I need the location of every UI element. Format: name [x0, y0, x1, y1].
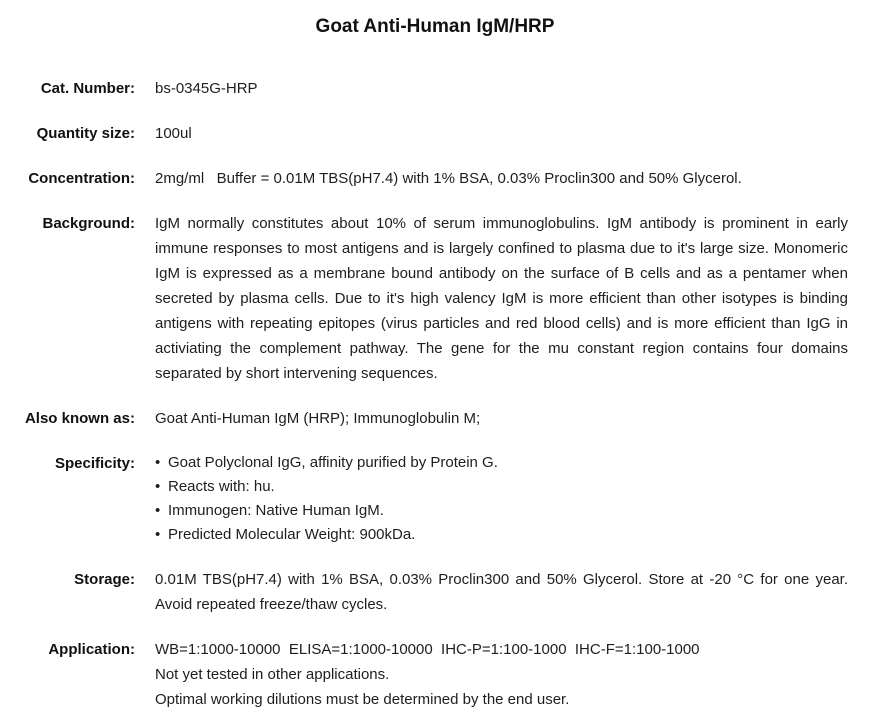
specificity-bullet-item: • Immunogen: Native Human IgM. — [155, 499, 848, 523]
storage-value: 0.01M TBS(pH7.4) with 1% BSA, 0.03% Proclin300 and 50% Glycerol. Store at -20 °C for one year. Avoid repeated freeze/thaw cycles. — [155, 571, 848, 613]
background-label: Background: — [42, 215, 135, 232]
concentration-value: 2mg/ml Buffer = 0.01M TBS(pH7.4) with 1% BSA, 0.03% Proclin300 and 50% Glycerol. — [155, 170, 742, 187]
also-known-as-label: Also known as: — [24, 410, 135, 427]
application-label: Application: — [48, 641, 135, 658]
specificity-bullet-list — [155, 451, 848, 547]
field-row-concentration — [0, 166, 848, 191]
page-title: Goat Anti-Human IgM/HRP — [315, 16, 555, 37]
specificity-bullet-item: • Predicted Molecular Weight: 900kDa. — [155, 523, 848, 547]
field-row-quantity-size — [0, 121, 848, 146]
field-row-storage — [0, 567, 848, 617]
specificity-label: Specificity: — [54, 455, 135, 472]
application-note-line: Not yet tested in other applications. — [155, 666, 390, 683]
application-dilutions-line: WB=1:1000-10000 ELISA=1:1000-10000 IHC-P=1:100-1000 IHC-F=1:100-1000 — [155, 641, 700, 658]
specificity-bullet-item: • Reacts with: hu. — [155, 475, 848, 499]
also-known-as-value: Goat Anti-Human IgM (HRP); Immunoglobulin M; — [155, 410, 481, 427]
background-value: IgM normally constitutes about 10% of serum immunoglobulins. IgM antibody is prominent in early immune responses to most antigens and is largely confined to plasma due to it's large size. Monomeric IgM is expressed as a membrane bound antibody on the surface of B cells and as a pentamer when secreted by plasma cells. Due to it's high valency IgM is more efficient than other isotypes is binding antigens with repeating epitopes (virus particles and red blood cells) and is more efficient than IgG in activiating the complement pathway. The gene for the mu constant region contains four domains separated by short intervening sequences. — [155, 215, 848, 382]
specificity-bullet-item: • Goat Polyclonal IgG, affinity purified by Protein G. — [155, 451, 848, 475]
datasheet-content — [0, 38, 870, 712]
cat-number-label: Cat. Number: — [40, 80, 135, 97]
quantity-size-label: Quantity size: — [36, 125, 135, 142]
field-row-also-known-as — [0, 406, 848, 431]
application-disclaimer-line: Optimal working dilutions must be determined by the end user. — [155, 691, 570, 708]
cat-number-value: bs-0345G-HRP — [155, 80, 258, 97]
field-row-application — [0, 637, 848, 712]
storage-label: Storage: — [74, 571, 135, 588]
application-value — [155, 637, 848, 712]
field-row-background — [0, 211, 848, 386]
quantity-size-value: 100ul — [155, 125, 192, 142]
field-row-specificity — [0, 451, 848, 547]
field-row-cat-number — [0, 76, 848, 101]
concentration-label: Concentration: — [28, 170, 135, 187]
